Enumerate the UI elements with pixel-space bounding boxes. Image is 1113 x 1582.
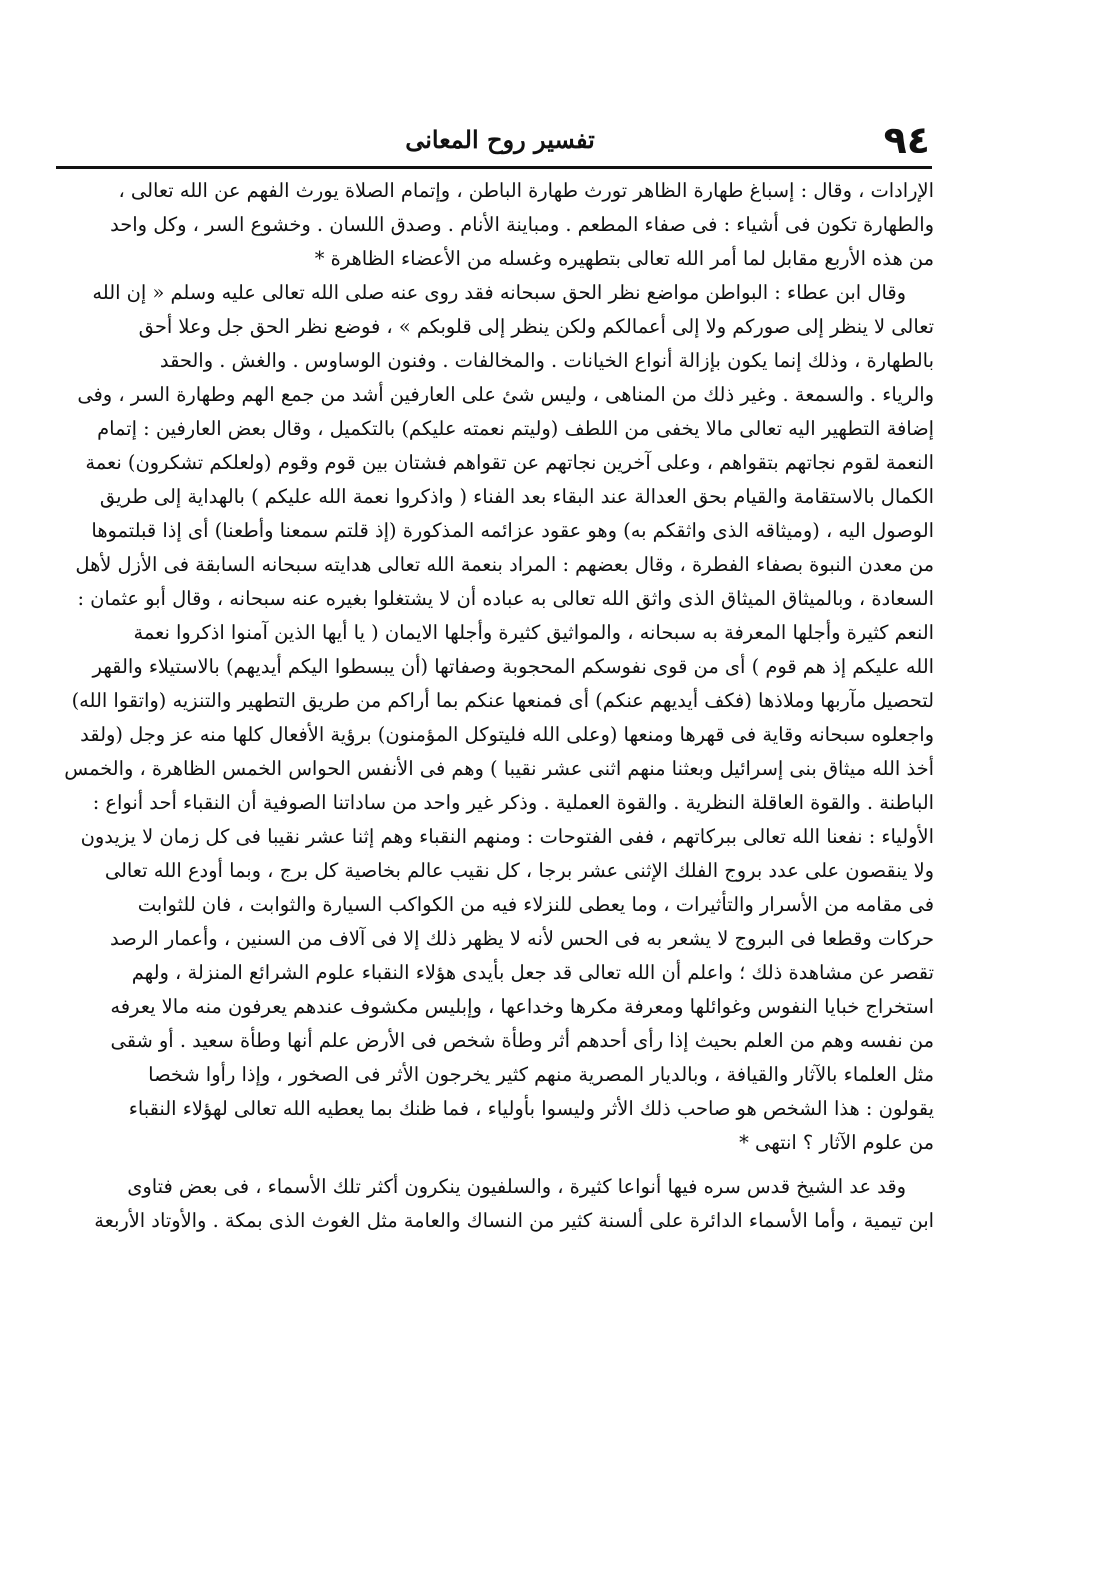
text-line: استخراج خبايا النفوس وغوائلها ومعرفة مكرها وخداعها ، وإبليس مكشوف عندهم يعرفون منه مالا يعرفه — [110, 995, 934, 1018]
text-line: فى مقامه من الأسرار والتأثيرات ، وما يعطى للنزلاء فيه من الكواكب السيارة والثوابت ، فان للثوابت — [137, 893, 934, 916]
text-line: النعم كثيرة وأجلها المعرفة به سبحانه ، والمواثيق كثيرة وأجلها الايمان ( يا أيها الذين آمنوا اذكروا نعمة — [133, 621, 934, 644]
header-rule — [56, 166, 932, 169]
text-line: النعمة لقوم نجاتهم بتقواهم ، وعلى آخرين نجاتهم عن تقواهم فشتان بين قوم وقوم (ولعلكم تشكرون) نعمة — [85, 451, 934, 474]
text-line: مثل العلماء بالآثار والقيافة ، وبالديار المصرية منهم كثير يخرجون الأثر فى الصخور ، وإذا رأوا شخصا — [148, 1063, 934, 1086]
text-line: تقصر عن مشاهدة ذلك ؛ واعلم أن الله تعالى قد جعل بأيدى هؤلاء النقباء علوم الشرائع المنزلة ، ولهم — [131, 961, 934, 984]
text-line: حركات وقطعا فى البروج لا يشعر به فى الحس لأنه لا يظهر ذلك إلا فى آلاف من السنين ، وأعمار الرصد — [110, 927, 934, 950]
text-line: من نفسه وهم من العلم بحيث إذا رأى أحدهم أثر وطأة شخص فى الأرض علم أنها وطأة سعيد . أو شقى — [110, 1029, 934, 1052]
page-header — [60, 118, 940, 168]
text-line: الأولياء : نفعنا الله تعالى ببركاتهم ، ففى الفتوحات : ومنهم النقباء وهم إثنا عشر نقيبا فى كل زمان لا يزيدون — [80, 825, 934, 848]
body-text — [62, 174, 934, 1238]
text-line: واجعلوه سبحانه وقاية فى قهرها ومنعها (وعلى الله فليتوكل المؤمنون) برؤية الأفعال كلها منه عز وجل (ولقد — [80, 723, 934, 746]
text-line: الله عليكم إذ هم قوم ) أى من قوى نفوسكم المحجوبة وصفاتها (أن يبسطوا اليكم أيديهم) بالاستيلاء والقهر — [92, 655, 934, 678]
text-line: من معدن النبوة بصفاء الفطرة ، وقال بعضهم : المراد بنعمة الله تعالى هدايته سبحانه السابقة فى الأزل لأهل — [75, 553, 934, 576]
text-line: والرياء . والسمعة . وغير ذلك من المناهى ، وليس شئ على العارفين أشد من جمع الهم وطهارة السر ، وفى — [77, 383, 934, 406]
text-line: من هذه الأربع مقابل لما أمر الله تعالى بتطهيره وغسله من الأعضاء الظاهرة * — [314, 247, 934, 270]
text-line: بالطهارة ، وذلك إنما يكون بإزالة أنواع الخيانات . والمخالفات . وفنون الوساوس . والغش . والحقد — [159, 349, 934, 372]
text-line: من علوم الآثار ؟ انتهى * — [739, 1131, 934, 1154]
text-line: الكمال بالاستقامة والقيام بحق العدالة عند البقاء بعد الفناء ( واذكروا نعمة الله عليكم ) بالهداية إلى طريق — [99, 485, 934, 508]
text-line: يقولون : هذا الشخص هو صاحب ذلك الأثر وليسوا بأولياء ، فما ظنك بما يعطيه الله تعالى لهؤلاء النقباء — [128, 1097, 934, 1120]
text-line: لتحصيل مآربها وملاذها (فكف أيديهم عنكم) أى فمنعها عنكم بما أراكم من طريق التطهير والتنزيه (واتقوا الله) — [71, 689, 934, 712]
text-line: والطهارة تكون فى أشياء : فى صفاء المطعم . ومباينة الأنام . وصدق اللسان . وخشوع السر ، وكل واحد — [110, 213, 934, 236]
text-line: ابن تيمية ، وأما الأسماء الدائرة على ألسنة كثير من النساك والعامة مثل الغوث الذى بمكة . والأوتاد الأربعة — [94, 1209, 934, 1232]
page-number: ٩٤ — [883, 118, 930, 162]
text-line: أخذ الله ميثاق بنى إسرائيل وبعثنا منهم اثنى عشر نقيبا ) وهم فى الأنفس الحواس الخمس الظاهرة ، والخمس — [64, 757, 934, 780]
text-line: السعادة ، وبالميثاق الميثاق الذى واثق الله تعالى به عباده أن لا يشتغلوا بغيره عنه سبحانه ، وقال أبو عثمان : — [77, 587, 934, 610]
text-line: إضافة التطهير اليه تعالى مالا يخفى من اللطف (وليتم نعمته عليكم) بالتكميل ، وقال بعض العارفين : إتمام — [97, 417, 934, 440]
text-line: الباطنة . والقوة العاقلة النظرية . والقوة العملية . وذكر غير واحد من ساداتنا الصوفية أن النقباء أحد أنواع : — [92, 791, 934, 814]
text-line: ولا ينقصون على عدد بروج الفلك الإثنى عشر برجا ، كل نقيب عالم بخاصية كل برج ، وبما أودع الله تعالى — [104, 859, 934, 882]
text-line: وقد عد الشيخ قدس سره فيها أنواعا كثيرة ، والسلفيون ينكرون أكثر تلك الأسماء ، فى بعض فتاوى — [127, 1175, 906, 1198]
running-title: تفسير روح المعانى — [405, 125, 595, 154]
text-line: الوصول اليه ، (وميثاقه الذى واثقكم به) وهو عقود عزائمه المذكورة (إذ قلتم سمعنا وأطعنا) أى إذا قبلتموها — [91, 519, 934, 542]
text-line: الإرادات ، وقال : إسباغ طهارة الظاهر تورث طهارة الباطن ، وإتمام الصلاة يورث الفهم عن الله تعالى ، — [118, 179, 934, 202]
text-line: وقال ابن عطاء : البواطن مواضع نظر الحق سبحانه فقد روى عنه صلى الله تعالى عليه وسلم « إن الله — [92, 281, 906, 304]
text-line: تعالى لا ينظر إلى صوركم ولا إلى أعمالكم ولكن ينظر إلى قلوبكم » ، فوضع نظر الحق جل وعلا أحق — [138, 315, 934, 338]
